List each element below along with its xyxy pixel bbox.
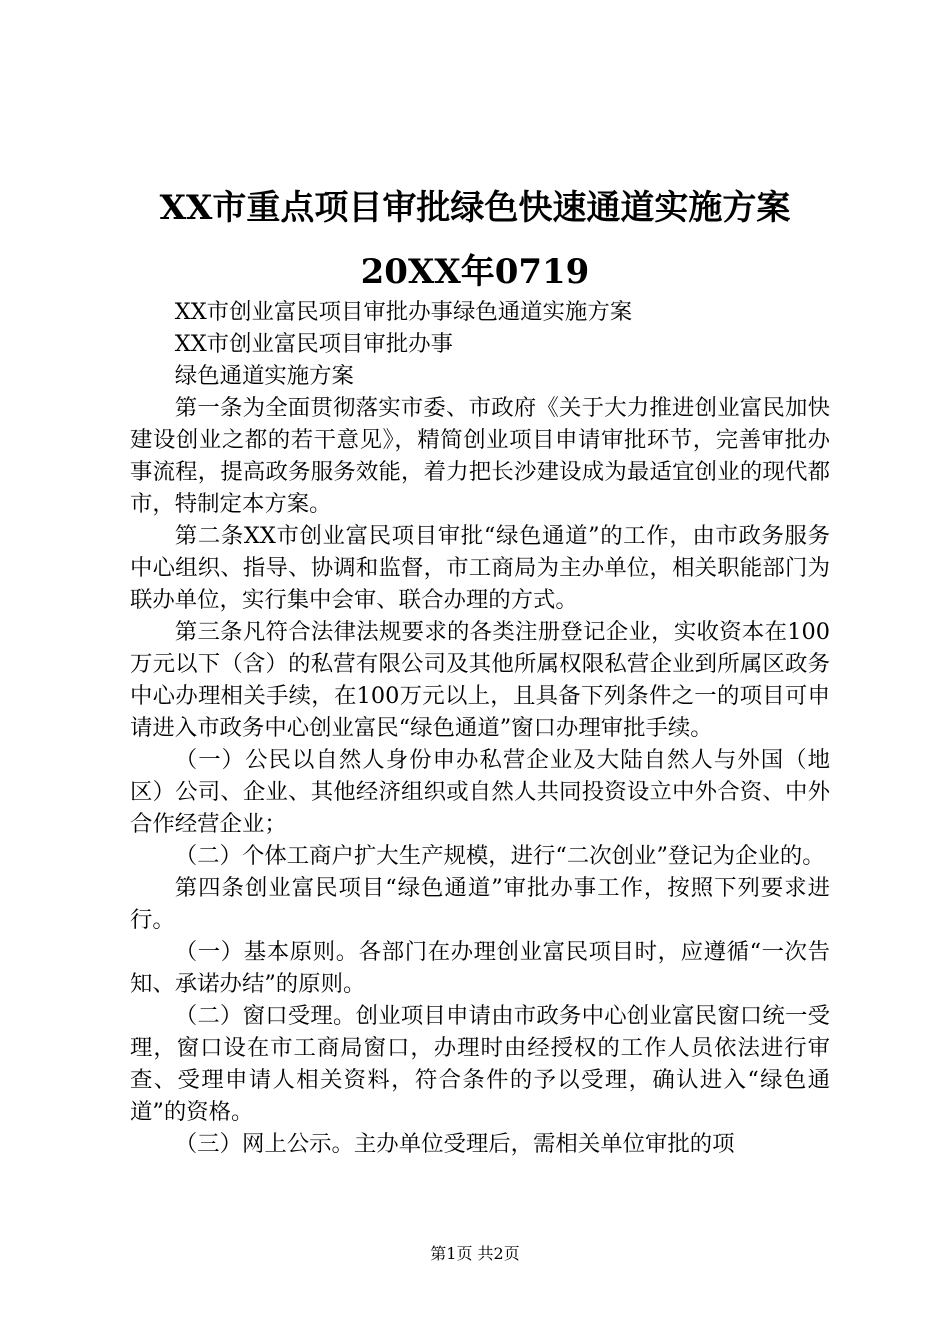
paragraph: 第二条XX市创业富民项目审批“绿色通道”的工作，由市政务服务中心组织、指导、协调和监督，市工商局为主办单位，相关职能部门为联办单位，实行集中会审、联合办理的方式。 [130, 523, 830, 613]
paragraph: （二）个体工商户扩大生产规模，进行“二次创业”登记为企业的。 [174, 843, 825, 869]
document-title: XX市重点项目审批绿色快速通道实施方案 [159, 188, 791, 228]
paragraph: （二）窗口受理。创业项目申请由市政务中心创业富民窗口统一受理，窗口设在市工商局窗口，办理时由经授权的工作人员依法进行审查、受理申请人相关资料，符合条件的予以受理，确认进入“绿色通道”的资格。 [130, 1003, 830, 1125]
paragraph: 第三条凡符合法律法规要求的各类注册登记企业，实收资本在100万元以下（含）的私营有限公司及其他所属权限私营企业到所属区政务中心办理相关手续，在100万元以上，且具备下列条件之一的项目可申请进入市政务中心创业富民“绿色通道”窗口办理审批手续。 [130, 619, 830, 741]
paragraph: 第四条创业富民项目“绿色通道”审批办事工作，按照下列要求进行。 [130, 875, 830, 933]
paragraph: （三）网上公示。主办单位受理后，需相关单位审批的项 [174, 1131, 735, 1157]
paragraph: （一）公民以自然人身份申办私营企业及大陆自然人与外国（地区）公司、企业、其他经济组织或自然人共同投资设立中外合资、中外合作经营企业； [130, 747, 830, 837]
paragraph: XX市创业富民项目审批办事 [174, 331, 453, 357]
paragraph: 第一条为全面贯彻落实市委、市政府《关于大力推进创业富民加快建设创业之都的若干意见》，精简创业项目申请审批环节，完善审批办事流程，提高政务服务效能，着力把长沙建设成为最适宜创业的现代都市，特制定本方案。 [130, 395, 830, 517]
document-title-date: 20XX年0719 [360, 252, 590, 292]
paragraph: （一）基本原则。各部门在办理创业富民项目时，应遵循“一次告知、承诺办结”的原则。 [130, 939, 830, 997]
paragraph: 绿色通道实施方案 [174, 363, 354, 389]
document-body [130, 296, 830, 1160]
page-number-footer: 第1页 共2页 [430, 1244, 520, 1263]
paragraph: XX市创业富民项目审批办事绿色通道实施方案 [174, 299, 633, 325]
